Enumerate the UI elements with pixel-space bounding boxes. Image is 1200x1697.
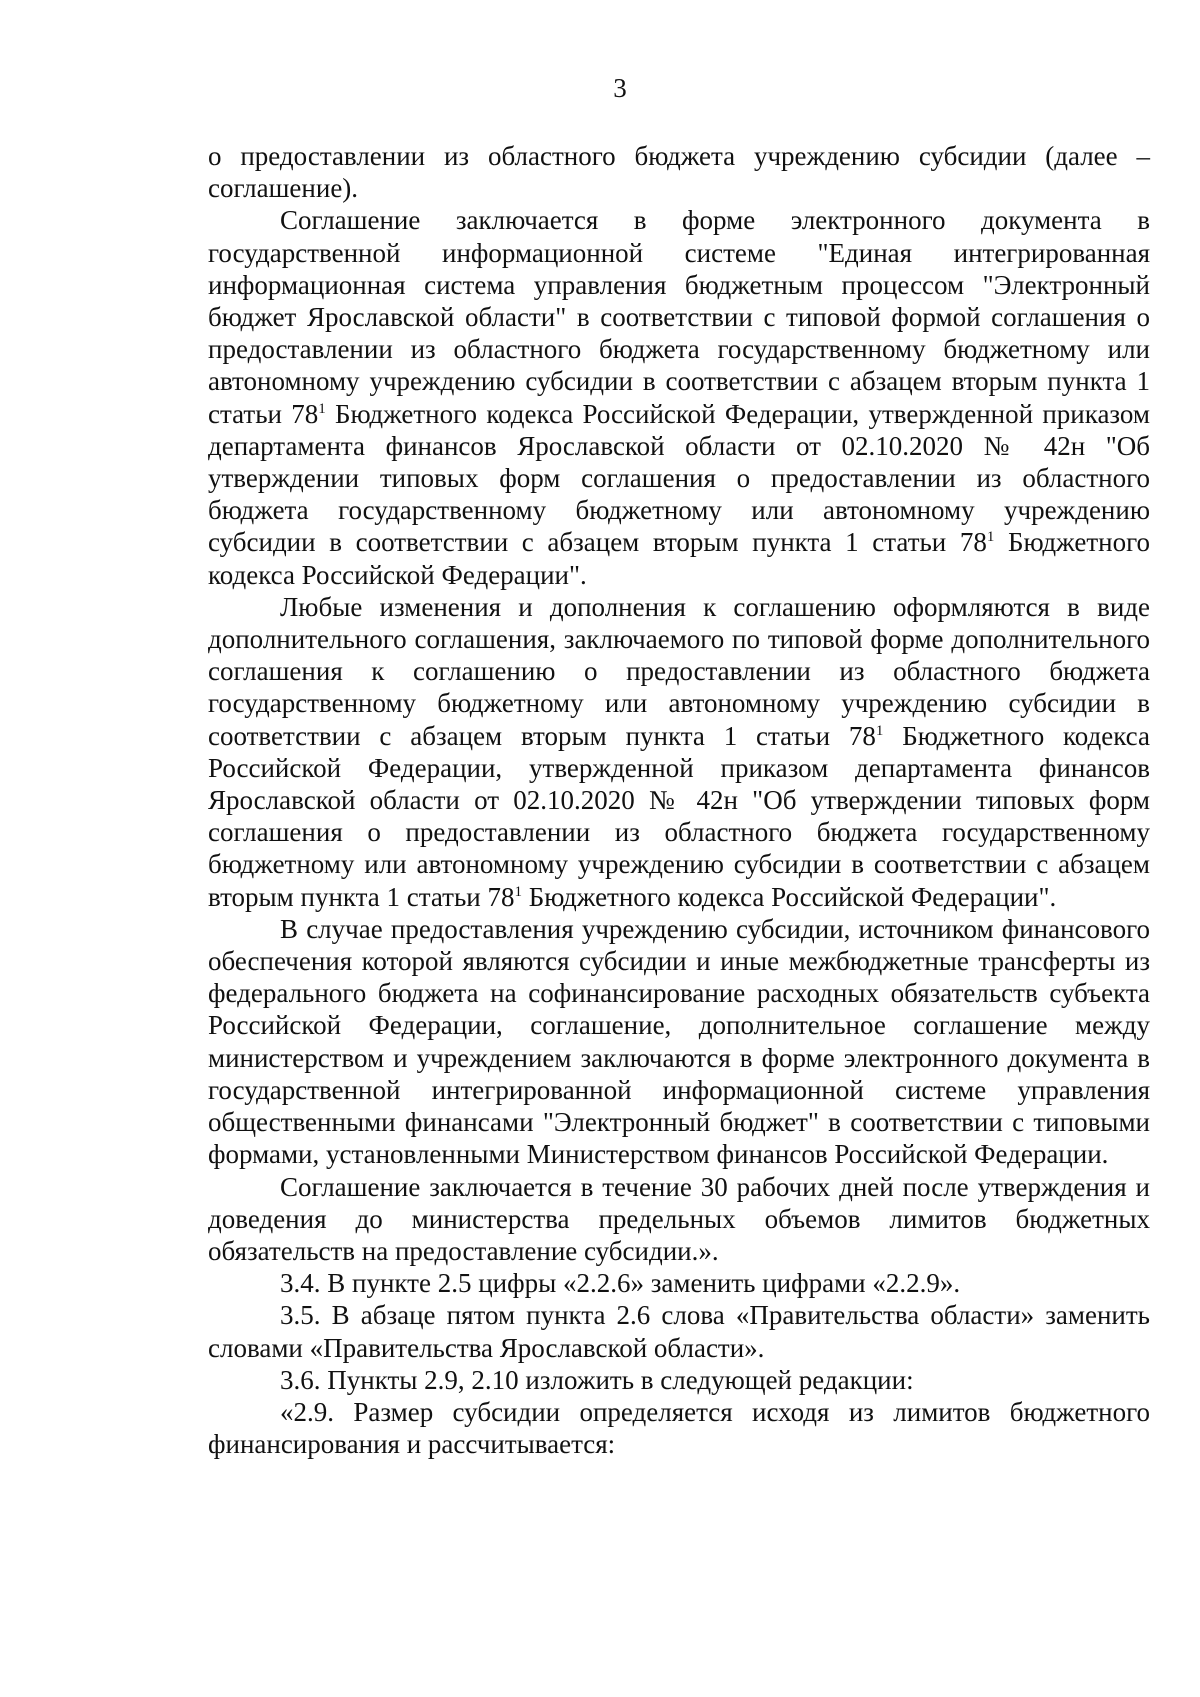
superscript: 1 xyxy=(514,883,522,900)
paragraph-1 xyxy=(208,140,1150,204)
paragraph-8 xyxy=(208,1364,1150,1396)
paragraph-text: 3.6. Пункты 2.9, 2.10 изложить в следующей редакции: xyxy=(280,1364,914,1395)
paragraph-5 xyxy=(208,1171,1150,1268)
superscript: 1 xyxy=(986,529,995,546)
paragraph-text: 3.4. В пункте 2.5 цифры «2.2.6» заменить цифрами «2.2.9». xyxy=(280,1268,961,1299)
paragraph-text: Бюджетного кодекса Российской Федерации, утвержденной приказом департамента финансов Ярославской области от 02.10.2020 № 42н "Об утверждении типовых форм соглашения о предоставлении из областного бюджета государственному бюджетному или автономному учреждению субсидии в соответствии с абзацем вторым пункта 1 статьи 78 xyxy=(208,398,1151,558)
paragraph-text: Соглашение заключается в течение 30 рабочих дней после утверждения и доведения до министерства предельных объемов лимитов бюджетных обязательств на предоставление субсидии.». xyxy=(208,1171,1150,1266)
paragraph-text: Бюджетного кодекса Российской Федерации". xyxy=(521,881,1057,912)
paragraph-text: Бюджетного кодекса Российской Федерации". xyxy=(208,527,1150,590)
paragraph-text: В случае предоставления учреждению субсидии, источником финансового обеспечения которой являются субсидии и иные межбюджетные трансферты из федерального бюджета на софинансирование расходных обязательств субъекта Российской Федерации, соглашение, дополнительное соглашение между министерством и учреждением заключаются в форме электронного документа в государственной интегрированной информационной системе управления общественными финансами "Электронный бюджет" в соответствии с типовыми формами, установленными Министерством финансов Российской Федерации. xyxy=(208,913,1150,1170)
paragraph-text: «2.9. Размер субсидии определяется исходя из лимитов бюджетного финансирования и рассчитывается: xyxy=(208,1396,1150,1460)
document-body xyxy=(208,140,1150,1460)
superscript: 1 xyxy=(875,722,884,739)
paragraph-text: Любые изменения и дополнения к соглашению оформляются в виде дополнительного соглашения, заключаемого по типовой форме дополнительного соглашения к соглашению о предоставлении из областного бюджета государственному бюджетному или автономному учреждению субсидии в соответствии с абзацем вторым пункта 1 статьи 78 xyxy=(208,591,1150,751)
paragraph-3 xyxy=(208,591,1150,913)
paragraph-2 xyxy=(208,204,1150,590)
paragraph-text: о предоставлении из областного бюджета учреждению субсидии (далее – соглашение). xyxy=(208,141,1150,204)
paragraph-6 xyxy=(208,1267,1150,1299)
paragraph-7 xyxy=(208,1299,1150,1363)
superscript: 1 xyxy=(318,400,326,417)
paragraph-text: Соглашение заключается в форме электронного документа в государственной информационной системе "Единая интегрированная информационная система управления бюджетным процессом "Электронный бюджет Ярославской области" в соответствии с типовой формой соглашения о предоставлении из областного бюджета государственному бюджетному или автономному учреждению субсидии в соответствии с абзацем вторым пункта 1 статьи 78 xyxy=(208,205,1150,429)
paragraph-text: Бюджетного кодекса Российской Федерации, утвержденной приказом департамента финансов Ярославской области от 02.10.2020 № 42н "Об утверждении типовых форм соглашения о предоставлении из областного бюджета государственному бюджетному или автономному учреждению субсидии в соответствии с абзацем вторым пункта 1 статьи 78 xyxy=(208,720,1150,912)
page-number: 3 xyxy=(613,73,627,103)
paragraph-text: 3.5. В абзаце пятом пункта 2.6 слова «Правительства области» заменить словами «Правительства Ярославской области». xyxy=(208,1300,1150,1363)
paragraph-4 xyxy=(208,913,1150,1171)
paragraph-9 xyxy=(208,1396,1150,1460)
